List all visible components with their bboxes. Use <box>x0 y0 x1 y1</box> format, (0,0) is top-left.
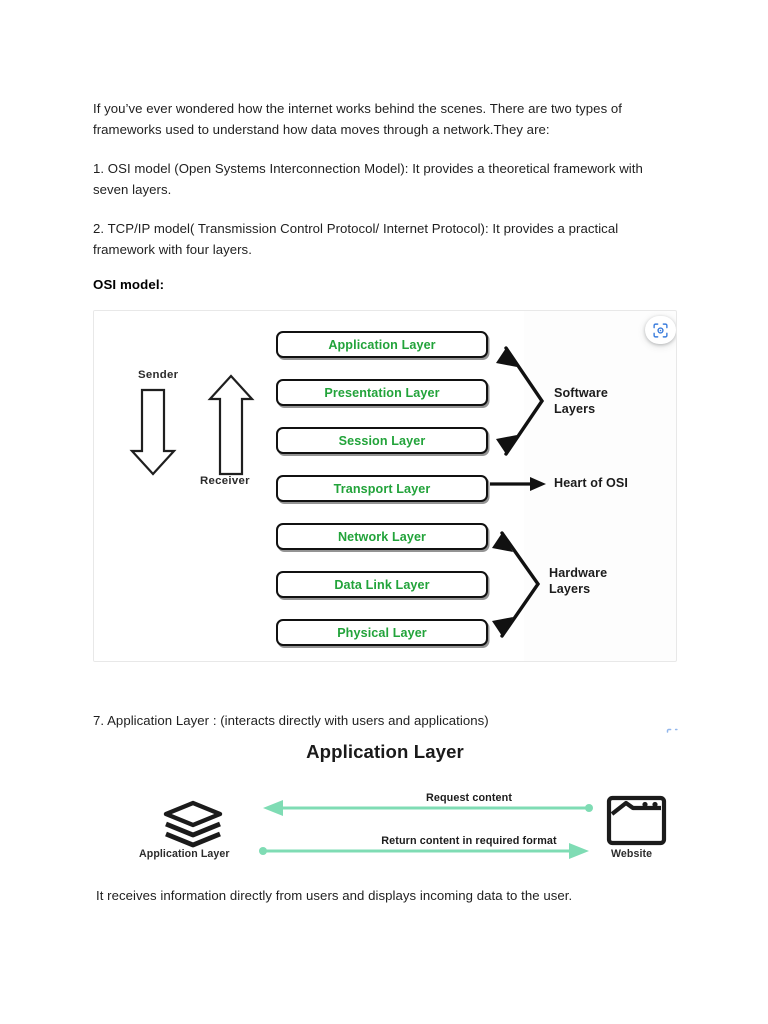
receiver-block-arrow <box>210 376 252 474</box>
application-layer-figure <box>93 738 677 870</box>
software-layers-label-line1: Software <box>554 386 608 400</box>
lens-icon <box>652 322 669 339</box>
osi-layer-presentation: Presentation Layer <box>276 379 488 406</box>
tcpip-model-paragraph: 2. TCP/IP model( Transmission Control Protocol/ Internet Protocol): It provides a practical framework with four layers. <box>93 221 619 257</box>
hardware-layers-label-line1: Hardware <box>549 566 608 580</box>
hardware-layers-label <box>549 566 607 597</box>
intro-paragraph: If you’ve ever wondered how the internet works behind the scenes. There are two types of frameworks used to understand how data moves through a network.They are: <box>93 101 623 137</box>
osi-layer-session: Session Layer <box>276 427 488 454</box>
osi-layer-application: Application Layer <box>276 331 488 358</box>
osi-layer-network: Network Layer <box>276 523 488 550</box>
lens-search-button[interactable] <box>645 316 676 344</box>
receiver-label: Receiver <box>200 475 250 487</box>
software-layers-label <box>554 386 608 417</box>
website-node-label: Website <box>611 848 653 860</box>
software-layers-label-line2: Layers <box>554 401 596 416</box>
osi-layer-physical: Physical Layer <box>276 619 488 646</box>
hardware-layers-label-line2: Layers <box>549 581 591 596</box>
closing-section <box>96 885 680 906</box>
application-layer-section <box>93 710 677 731</box>
osi-model-paragraph: 1. OSI model (Open Systems Interconnection Model): It provides a theoretical framework with seven layers. <box>93 161 643 197</box>
application-layer-node-label: Application Layer <box>139 848 230 860</box>
heart-of-osi-label: Heart of OSI <box>554 476 628 490</box>
osi-model-figure <box>93 310 677 662</box>
sender-label: Sender <box>138 369 179 381</box>
return-content-label: Return content in required format <box>381 835 557 847</box>
closing-paragraph: It receives information directly from users and displays incoming data to the user. <box>96 888 573 903</box>
osi-model-heading: OSI model: <box>93 277 165 292</box>
document-text-body <box>93 98 653 306</box>
osi-layer-data-link: Data Link Layer <box>276 571 488 598</box>
application-layer-heading: 7. Application Layer : (interacts directly with users and applications) <box>93 713 489 728</box>
layers-stack-icon <box>166 803 220 845</box>
osi-layer-transport: Transport Layer <box>276 475 488 502</box>
sender-block-arrow <box>132 390 174 474</box>
application-layer-figure-title: Application Layer <box>306 741 464 762</box>
request-content-label: Request content <box>425 792 513 804</box>
heart-of-osi-arrow <box>490 477 546 491</box>
website-browser-icon <box>609 798 664 843</box>
